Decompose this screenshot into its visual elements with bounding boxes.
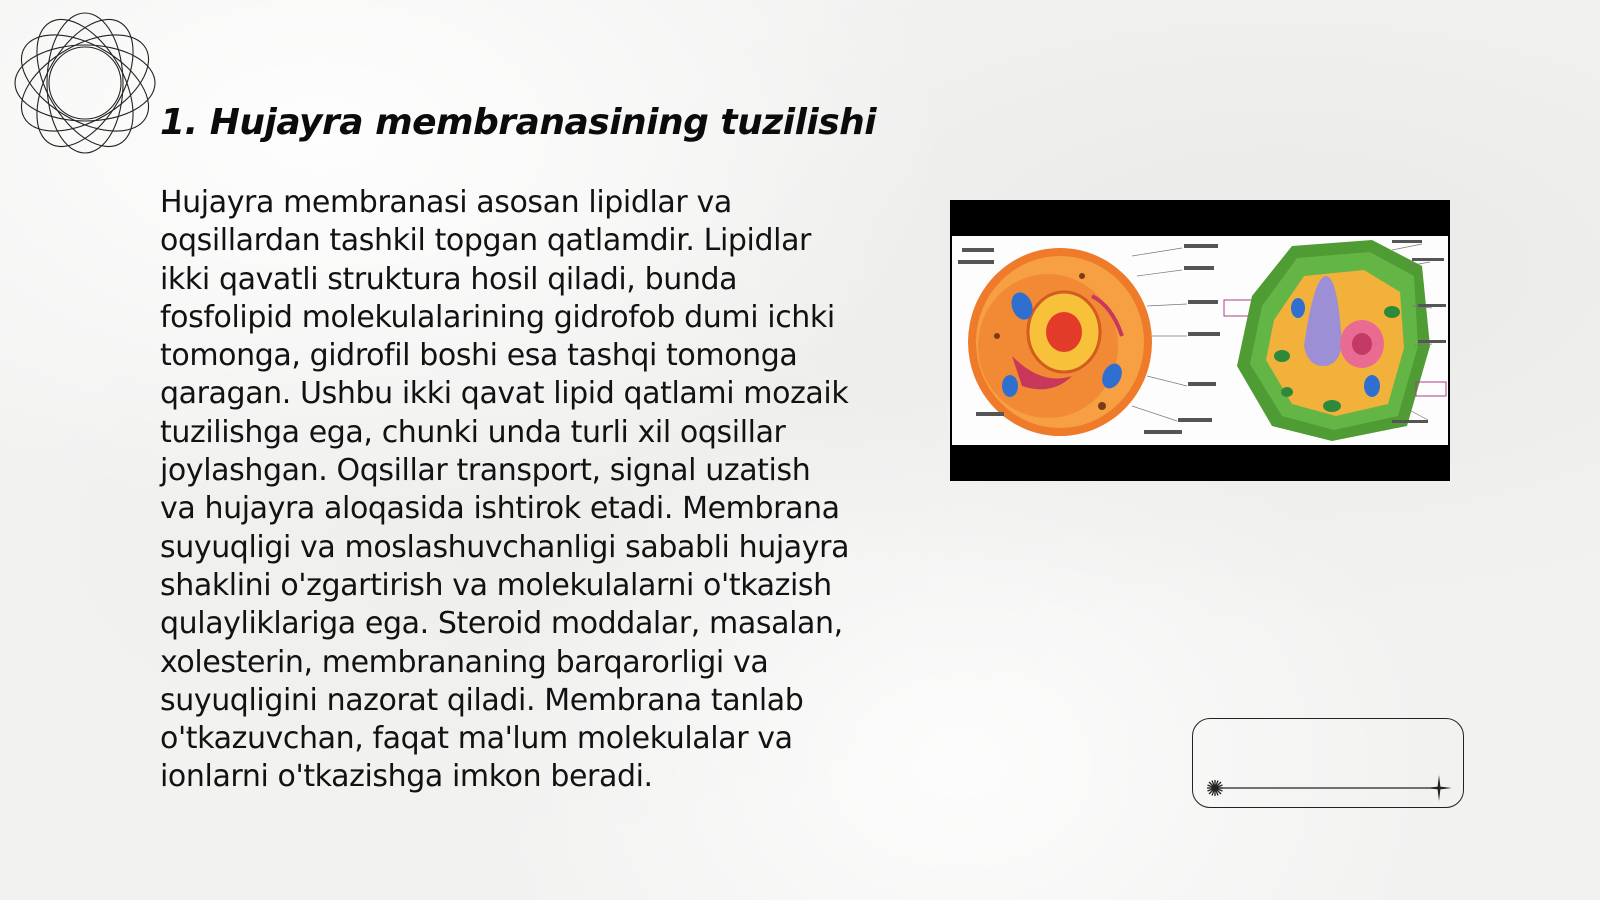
decorative-box xyxy=(1192,718,1464,808)
cell-diagram-frame xyxy=(950,200,1450,481)
cell-diagram-image xyxy=(952,236,1448,445)
sparkle-icon xyxy=(1426,775,1452,801)
starburst-icon xyxy=(1207,780,1223,796)
slide-body-text: Hujayra membranasi asosan lipidlar va oqsillardan tashkil topgan qatlamdir. Lipidlar ikki qavatli struktura hosil qiladi, bunda fosfolipid molekulalarining gidrofob dumi ichki tomonga, gidrofil boshi esa tashqi tomonga qaragan. Ushbu ikki qavat lipid qatlami mozaik tuzilishga ega, chunki unda turli xil oqsillar joylashgan. Oqsillar transport, signal uzatish va hujayra aloqasida ishtirok etadi. Membrana suyuqligi va moslashuvchanligi sababli hujayra shaklini o'zgartirish va molekulalarni o'tkazish qulayliklariga ega. Steroid moddalar, masalan, xolesterin, membrananing barqarorligi va suyuqligini nazorat qiladi. Membrana tanlab o'tkazuvchan, faqat ma'lum molekulalar va ionlarni o'tkazishga imkon beradi. xyxy=(160,185,850,795)
slide-title: 1. Hujayra membranasining tuzilishi xyxy=(160,102,877,143)
animal-cell-illustration xyxy=(968,248,1152,436)
plant-cell-illustration xyxy=(1237,240,1430,441)
orbit-rings-icon xyxy=(10,8,160,158)
